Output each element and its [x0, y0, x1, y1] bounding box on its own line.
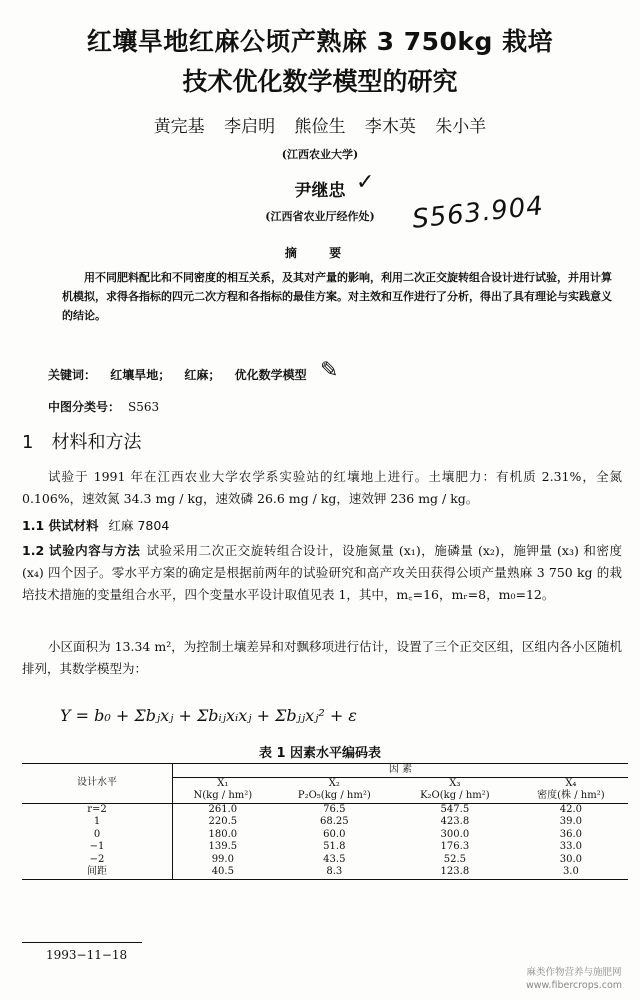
value-cell: 3.0 [514, 866, 628, 879]
subsection-text: 红麻 7804 [108, 518, 170, 533]
value-cell: 52.5 [443, 853, 466, 865]
watermark-line: 麻类作物营养与施肥网 [526, 967, 622, 978]
value-cell: 139.5 [208, 841, 238, 852]
value-cell: 8.3 [273, 866, 396, 879]
handwritten-check-icon: ✓ [356, 170, 375, 195]
table-row [22, 841, 628, 854]
value-cell: 30.0 [559, 853, 583, 865]
abstract-text: 用不同肥料配比和不同密度的相互关系，及其对产量的影响，利用二次正交旋转组合设计进行试验，并用计算机模拟，求得各指标的四元二次方程和各指标的最佳方案。对主效和互作进行了分析，得出了具有理论与实践意义的结论。 [62, 271, 612, 322]
footnote-divider [22, 942, 142, 943]
value-cell: 43.5 [323, 853, 346, 865]
keywords [48, 366, 317, 383]
row-header: 设计水平 [22, 764, 173, 804]
level-cell: 0 [22, 829, 173, 842]
title-line-1: 红壤旱地红麻公顷产熟麻 3 750kg 栽培 [86, 27, 554, 56]
column-var: X₄ [565, 777, 577, 789]
column-unit: P₂O₅(kg / hm²) [273, 790, 396, 803]
watermark-line: www.fibercrops.com [526, 980, 623, 991]
paragraph-text: 试验采用二次正交旋转组合设计，设施氮量 (x₁)，施磷量 (x₂)，施钾量 (x₃) 和密度 (x₄) 四个因子。零水平方案的确定是根据前两年的试验研究和高产攻关田获得公顷产量熟麻 3 750 kg 的栽培技术措施的变量组合水平，四个变量水平设计取值见表 1，其中，m꜀=16，mᵣ=8，m₀=12。 [22, 543, 622, 602]
author-name: 朱小羊 [435, 117, 487, 137]
model-formula: Y = b₀ + Σbⱼxⱼ + Σbᵢⱼxᵢxⱼ + Σbⱼⱼxⱼ² + ε [60, 706, 357, 725]
value-cell: 42.0 [559, 803, 583, 815]
subsection-1-1 [22, 516, 169, 534]
author-name: 李木英 [364, 117, 416, 137]
clc-number [48, 398, 159, 415]
value-cell: 39.0 [559, 816, 583, 827]
section-title: 材料和方法 [51, 432, 142, 453]
author-list [0, 112, 640, 137]
handwritten-annotation-icon: ✎ [320, 358, 339, 383]
author-name: 熊俭生 [294, 117, 346, 137]
column-unit: N(kg / hm²) [173, 790, 273, 803]
value-cell: 68.25 [319, 816, 349, 827]
table-row [22, 829, 628, 842]
author-2: 尹继忠 [294, 181, 346, 201]
table-caption: 表 1 因素水平编码表 [258, 746, 382, 761]
author-name: 李启明 [224, 117, 276, 137]
subsection-heading: 1.1 供试材料 [22, 518, 99, 533]
column-unit: K₂O(kg / hm²) [396, 790, 514, 803]
affiliation-2: (江西省农业厅经作处) [265, 210, 375, 223]
level-cell: 间距 [22, 866, 173, 879]
value-cell: 176.3 [440, 841, 470, 852]
value-cell: 220.5 [208, 816, 238, 827]
value-cell: 51.8 [323, 841, 346, 852]
subsection-heading: 1.2 试验内容与方法 [22, 543, 141, 558]
keyword: 红麻； [184, 368, 221, 382]
column-var: X₃ [449, 777, 461, 789]
section-heading [22, 428, 141, 454]
value-cell: 123.8 [396, 866, 514, 879]
watermark [526, 966, 622, 992]
table-row [22, 803, 628, 816]
value-cell: 423.8 [440, 816, 470, 827]
level-cell: −2 [22, 854, 173, 867]
handwritten-classification-code: S563.904 [410, 191, 546, 235]
abstract-heading: 摘 要 [284, 246, 356, 260]
value-cell: 76.5 [323, 803, 346, 815]
level-cell: −1 [22, 841, 173, 854]
group-header: 因 素 [173, 764, 629, 778]
author-name: 黄完基 [153, 117, 205, 137]
table-row [22, 854, 628, 867]
value-cell: 33.0 [559, 841, 583, 852]
value-cell: 547.5 [440, 803, 470, 815]
keyword: 优化数学模型 [234, 368, 307, 382]
paragraph-plot: 小区面积为 13.34 m²，为控制土壤差异和对飘移项进行估计，设置了三个正交区组，区组内各小区随机排列，其数学模型为： [22, 639, 622, 676]
value-cell: 300.0 [440, 828, 470, 840]
section-number: 1 [22, 432, 34, 453]
title-line-2: 技术优化数学模型的研究 [182, 67, 458, 96]
value-cell: 36.0 [559, 828, 583, 840]
keyword: 红壤旱地； [110, 368, 171, 382]
keywords-label: 关键词： [48, 368, 97, 382]
level-cell: 1 [22, 816, 173, 829]
column-var: X₁ [217, 777, 229, 789]
table-row [22, 816, 628, 829]
level-cell: r=2 [22, 803, 173, 816]
value-cell: 180.0 [208, 828, 238, 840]
value-cell: 60.0 [323, 828, 346, 840]
column-unit: 密度(株 / hm²) [514, 790, 628, 803]
table-row [22, 866, 628, 879]
value-cell: 99.0 [211, 853, 234, 865]
value-cell: 40.5 [173, 866, 273, 879]
value-cell: 261.0 [208, 803, 238, 815]
column-var: X₂ [328, 777, 340, 789]
clc-value: S563 [128, 400, 160, 414]
paragraph-site: 试验于 1991 年在江西农业大学农学系实验站的红壤地上进行。土壤肥力：有机质 2.31%，全氮 0.106%，速效氮 34.3 mg / kg，速效磷 26.6 mg / kg，速效钾 236 mg / kg。 [22, 469, 622, 506]
affiliation-1: (江西农业大学) [281, 148, 359, 161]
factor-level-table [22, 763, 628, 880]
paragraph-method [22, 540, 622, 606]
received-date: 1993−11−18 [46, 948, 128, 962]
clc-label: 中图分类号： [48, 400, 121, 414]
